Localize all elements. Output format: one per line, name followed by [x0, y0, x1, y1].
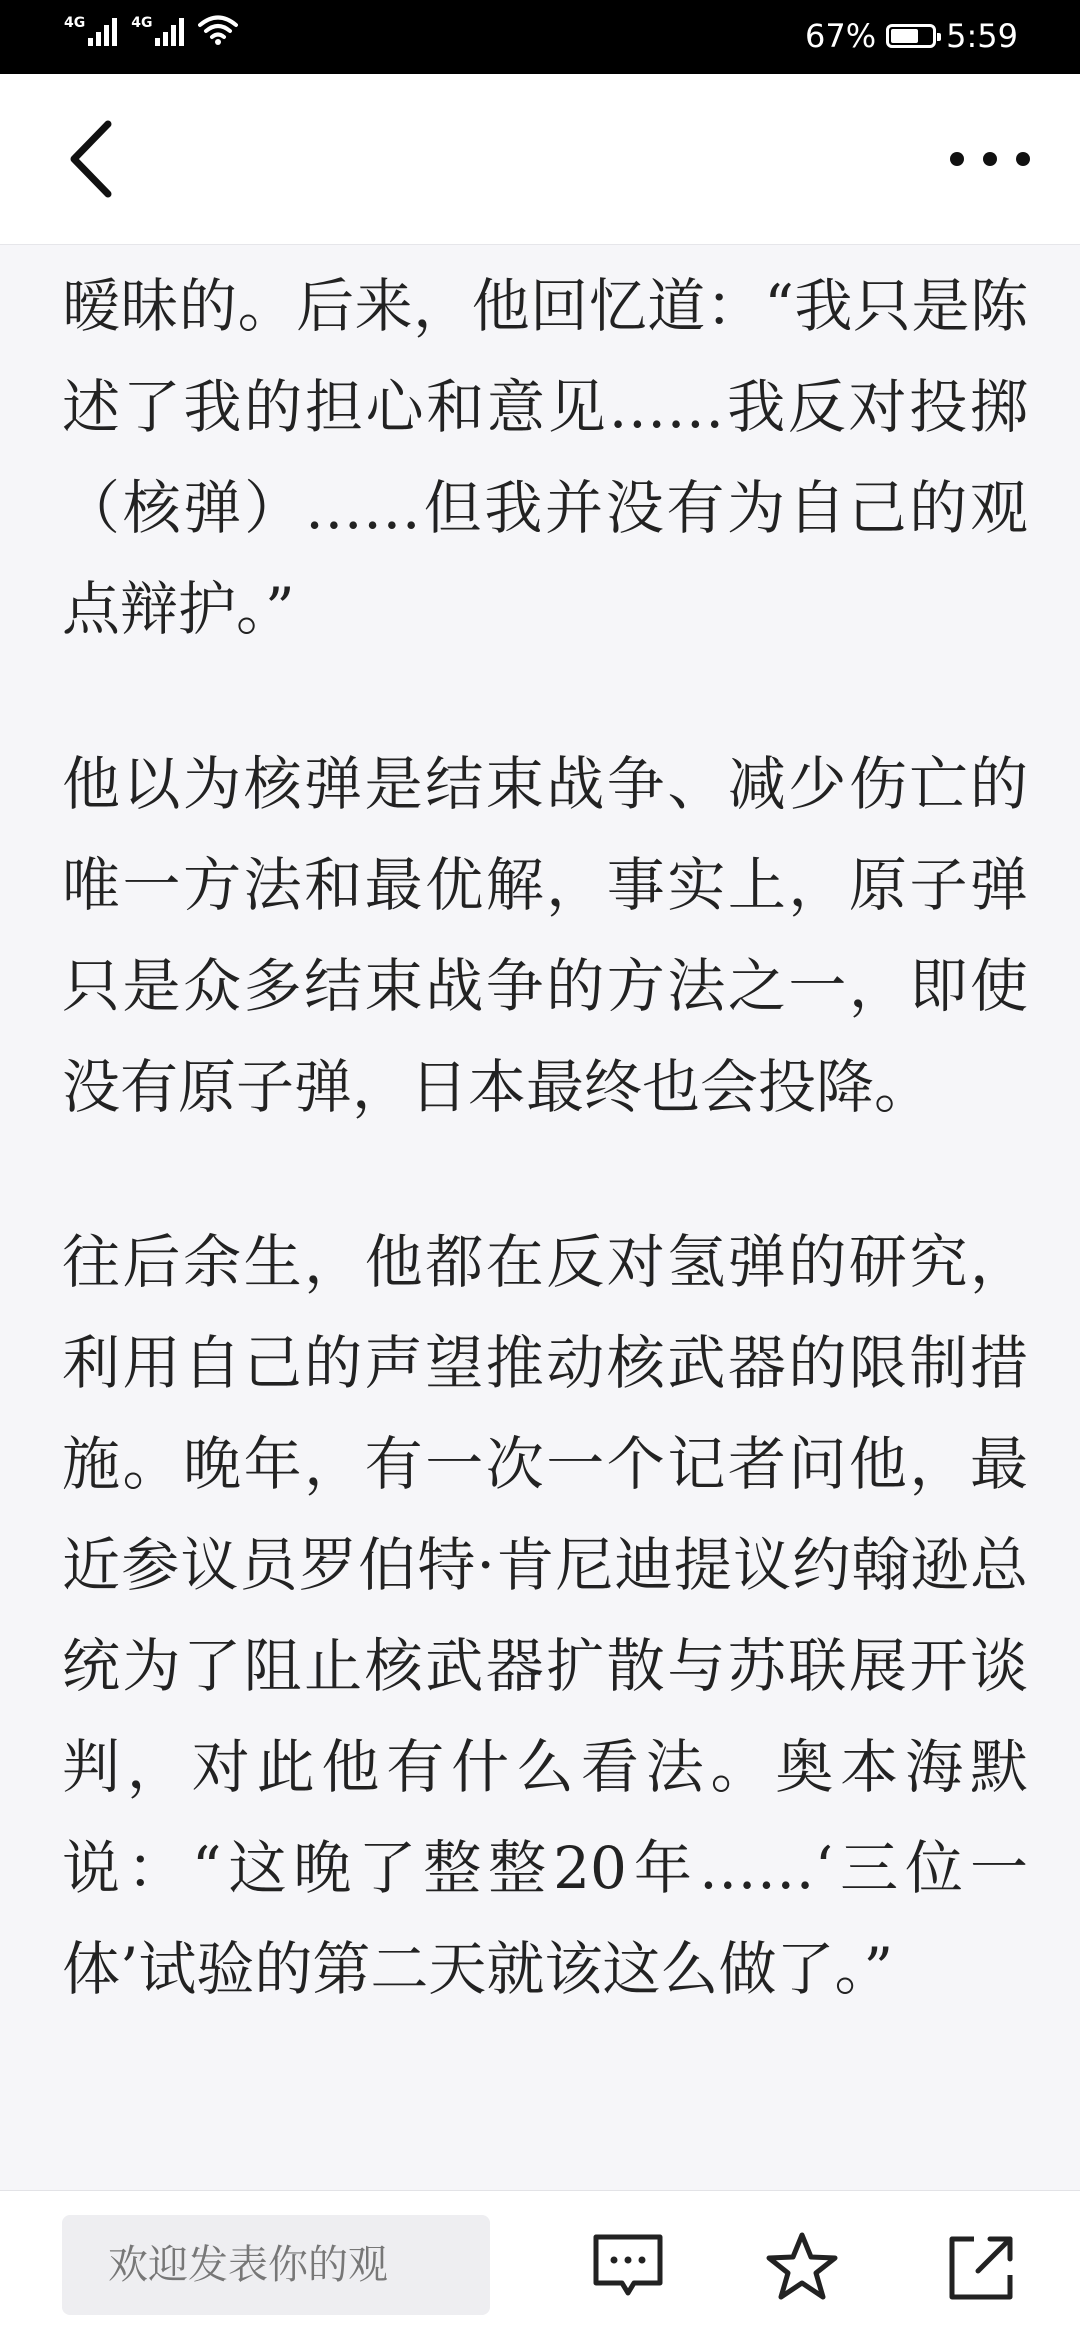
more-dots-icon — [950, 152, 964, 166]
comment-icon — [590, 2231, 666, 2303]
cell-signal-1 — [64, 16, 117, 46]
status-bar — [0, 0, 1080, 74]
back-button[interactable] — [56, 114, 136, 204]
network-type-label: 4G — [131, 15, 153, 31]
bottom-action-bar — [0, 2190, 1080, 2341]
cell-signal-2 — [131, 16, 184, 46]
battery-percent: 67% — [805, 17, 877, 55]
comment-button[interactable] — [590, 2231, 666, 2303]
signal-bars-icon — [88, 16, 117, 46]
status-left — [64, 14, 238, 46]
favorite-button[interactable] — [764, 2231, 840, 2303]
article-paragraph: 往后余生，他都在反对氢弹的研究，利用自己的声望推动核武器的限制措施。晚年，有一次一个记者问他，最近参议员罗伯特·肯尼迪提议约翰逊总统为了阻止核武器扩散与苏联展开谈判，对此他有什么看法。奥本海默说：“这晚了整整20年……‘三位一体’试验的第二天就该这么做了。” — [62, 1228, 1028, 2003]
share-button[interactable] — [944, 2231, 1020, 2303]
more-button[interactable] — [950, 134, 1030, 184]
wifi-icon — [198, 14, 238, 46]
star-icon — [764, 2231, 840, 2303]
signal-bars-icon — [155, 16, 184, 46]
back-chevron-icon — [56, 114, 136, 204]
status-right — [805, 14, 1018, 58]
battery-fill — [891, 29, 918, 43]
share-icon — [944, 2231, 1020, 2303]
app-header — [0, 74, 1080, 245]
battery-icon — [886, 24, 936, 48]
article-body — [62, 244, 1028, 2020]
network-type-label: 4G — [64, 15, 86, 31]
article-paragraph: 暧昧的。后来，他回忆道：“我只是陈述了我的担心和意见……我反对投掷（核弹）……但我并没有为自己的观点辩护。” — [62, 272, 1028, 643]
clock: 5:59 — [946, 17, 1018, 55]
comment-input[interactable]: 欢迎发表你的观 — [62, 2215, 490, 2315]
article-paragraph: 他以为核弹是结束战争、减少伤亡的唯一方法和最优解，事实上，原子弹只是众多结束战争的方法之一，即使没有原子弹，日本最终也会投降。 — [62, 750, 1028, 1121]
